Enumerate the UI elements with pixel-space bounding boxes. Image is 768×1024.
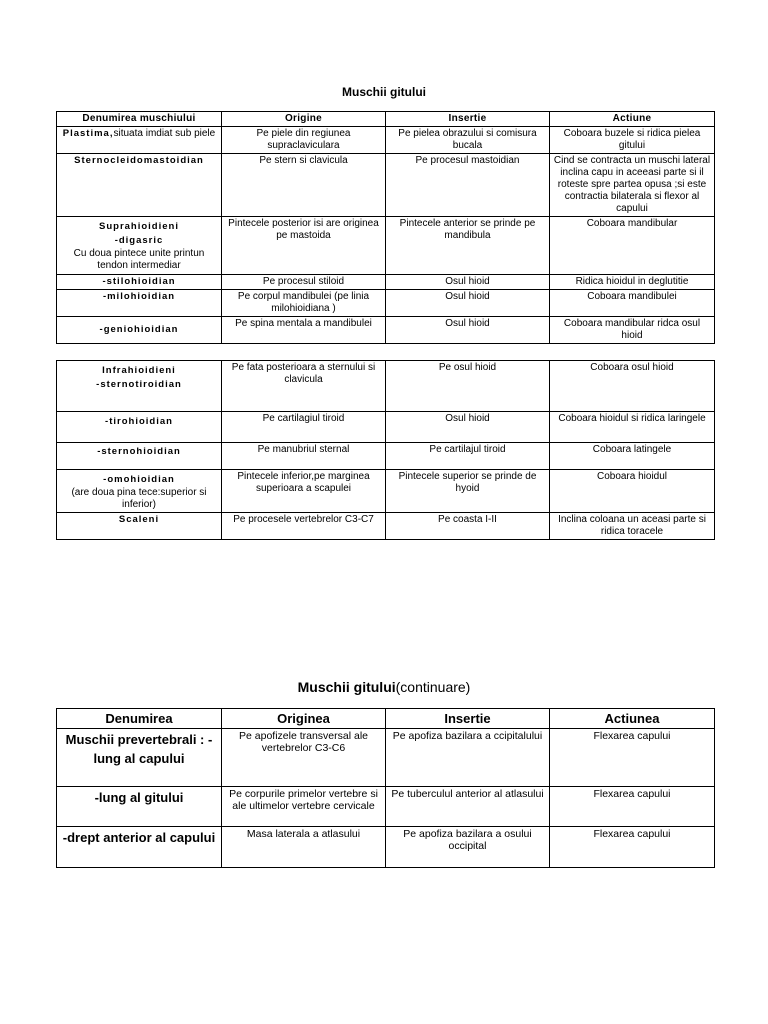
cell-insertie: Pintecele superior se prinde de hyoid <box>386 470 550 513</box>
cell-name <box>57 361 222 412</box>
table-row <box>57 787 715 827</box>
muscle-name: Suprahioidieni <box>99 221 179 232</box>
cell-origine: Masa laterala a atlasului <box>222 827 386 868</box>
cell-actiune: Flexarea capului <box>550 827 715 868</box>
cell-name <box>57 290 222 317</box>
cell-name <box>57 217 222 275</box>
muscle-subname: -sternotiroidian <box>96 379 182 390</box>
muscle-name: Plastima, <box>62 128 114 139</box>
header-denumirea: Denumirea muschiului <box>57 112 222 127</box>
cell-origine: Pintecele inferior,pe marginea superioara a scapulei <box>222 470 386 513</box>
cell-actiune: Coboara mandibulei <box>550 290 715 317</box>
header-insertie: Insertie <box>386 709 550 729</box>
cell-actiune: Coboara mandibular <box>550 217 715 275</box>
table-infrahioidieni <box>56 360 715 540</box>
cell-actiune: Ridica hioidul in deglutitie <box>550 275 715 290</box>
cell-actiune: Coboara hioidul <box>550 470 715 513</box>
cell-origine: Pe procesele vertebrelor C3-C7 <box>222 513 386 540</box>
muscle-name: -tirohioidian <box>105 416 173 427</box>
cell-actiune: Coboara mandibular ridca osul hioid <box>550 317 715 344</box>
muscle-name: Scaleni <box>118 514 160 525</box>
table-row <box>57 290 715 317</box>
cell-actiune: Flexarea capului <box>550 729 715 787</box>
cell-insertie: Pe coasta I-II <box>386 513 550 540</box>
cell-origine: Pe apofizele transversal ale vertebrelor C3-C6 <box>222 729 386 787</box>
cell-origine: Pe cartilagiul tiroid <box>222 412 386 443</box>
cell-insertie: Osul hioid <box>386 317 550 344</box>
cell-origine: Pintecele posterior isi are originea pe mastoida <box>222 217 386 275</box>
page-title: Muschii gitului <box>342 85 426 99</box>
cell-insertie: Osul hioid <box>386 275 550 290</box>
muscle-note: (are doua pina tece:superior si inferior) <box>71 487 207 510</box>
cell-name <box>57 275 222 290</box>
header-denumirea: Denumirea <box>57 709 222 729</box>
subtitle-continuation: (continuare) <box>395 679 471 695</box>
header-actiune: Actiune <box>550 112 715 127</box>
cell-origine: Pe manubriul sternal <box>222 443 386 470</box>
muscle-name: -sternohioidian <box>97 446 181 457</box>
cell-name: -drept anterior al capului <box>57 827 222 868</box>
muscle-note: Cu doua pintece unite printun tendon intermediar <box>73 248 205 271</box>
cell-name: Muschii prevertebrali : -lung al capului <box>57 729 222 787</box>
cell-insertie: Pe pielea obrazului si comisura bucala <box>386 127 550 154</box>
table-row <box>57 470 715 513</box>
cell-origine: Pe piele din regiunea supraclaviculara <box>222 127 386 154</box>
header-origine: Origine <box>222 112 386 127</box>
muscle-name: -geniohioidian <box>99 324 179 335</box>
table-row <box>57 217 715 275</box>
cell-insertie: Pe apofiza bazilara a osului occipital <box>386 827 550 868</box>
muscle-subname: -digasric <box>114 235 164 246</box>
cell-name <box>57 412 222 443</box>
cell-name <box>57 513 222 540</box>
muscle-name: -stilohioidian <box>102 276 176 287</box>
muscle-name: -milohioidian <box>102 291 176 302</box>
header-actiunea: Actiunea <box>550 709 715 729</box>
cell-name <box>57 317 222 344</box>
table-row <box>57 729 715 787</box>
cell-actiune: Inclina coloana un aceasi parte si ridica toracele <box>550 513 715 540</box>
cell-actiune: Flexarea capului <box>550 787 715 827</box>
table-row <box>57 443 715 470</box>
cell-origine: Pe corpul mandibulei (pe linia milohioidiana ) <box>222 290 386 317</box>
muscle-name: Infrahioidieni <box>102 365 176 376</box>
cell-actiune: Coboara latingele <box>550 443 715 470</box>
table-row <box>57 412 715 443</box>
table-row <box>57 317 715 344</box>
cell-name <box>57 154 222 217</box>
cell-name: -lung al gitului <box>57 787 222 827</box>
muscle-name: Sternocleidomastoidian <box>74 155 204 166</box>
table-row <box>57 361 715 412</box>
header-insertie: Insertie <box>386 112 550 127</box>
cell-actiune: Cind se contracta un muschi lateral inclina capu in aceeasi parte si il roteste spre partea opusa ;si este contractia bilaterala si flexor al capului <box>550 154 715 217</box>
muscle-name: -omohioidian <box>103 474 175 485</box>
cell-origine: Pe procesul stiloid <box>222 275 386 290</box>
cell-origine: Pe spina mentala a mandibulei <box>222 317 386 344</box>
table-row <box>57 827 715 868</box>
cell-insertie: Osul hioid <box>386 290 550 317</box>
cell-insertie: Pintecele anterior se prinde pe mandibula <box>386 217 550 275</box>
cell-name <box>57 443 222 470</box>
header-originea: Originea <box>222 709 386 729</box>
table-row <box>57 275 715 290</box>
cell-name <box>57 127 222 154</box>
page-subtitle <box>0 679 768 695</box>
table-muschii-gitului <box>56 111 715 344</box>
cell-insertie: Pe tuberculul anterior al atlasului <box>386 787 550 827</box>
cell-actiune: Coboara hioidul si ridica laringele <box>550 412 715 443</box>
cell-insertie: Pe osul hioid <box>386 361 550 412</box>
cell-insertie: Pe procesul mastoidian <box>386 154 550 217</box>
subtitle-bold: Muschii gitului <box>297 679 396 695</box>
cell-name <box>57 470 222 513</box>
cell-insertie: Pe cartilajul tiroid <box>386 443 550 470</box>
muscle-note: situata imdiat sub piele <box>113 128 216 139</box>
table-muschi-prevertebrali <box>56 708 715 868</box>
cell-origine: Pe fata posterioara a sternului si clavicula <box>222 361 386 412</box>
cell-origine: Pe corpurile primelor vertebre si ale ultimelor vertebre cervicale <box>222 787 386 827</box>
cell-insertie: Pe apofiza bazilara a ccipitalului <box>386 729 550 787</box>
cell-actiune: Coboara osul hioid <box>550 361 715 412</box>
cell-origine: Pe stern si clavicula <box>222 154 386 217</box>
table-header-row <box>57 112 715 127</box>
table-row <box>57 127 715 154</box>
cell-insertie: Osul hioid <box>386 412 550 443</box>
table-row <box>57 513 715 540</box>
cell-actiune: Coboara buzele si ridica pielea gitului <box>550 127 715 154</box>
table-row <box>57 154 715 217</box>
table-header-row <box>57 709 715 729</box>
